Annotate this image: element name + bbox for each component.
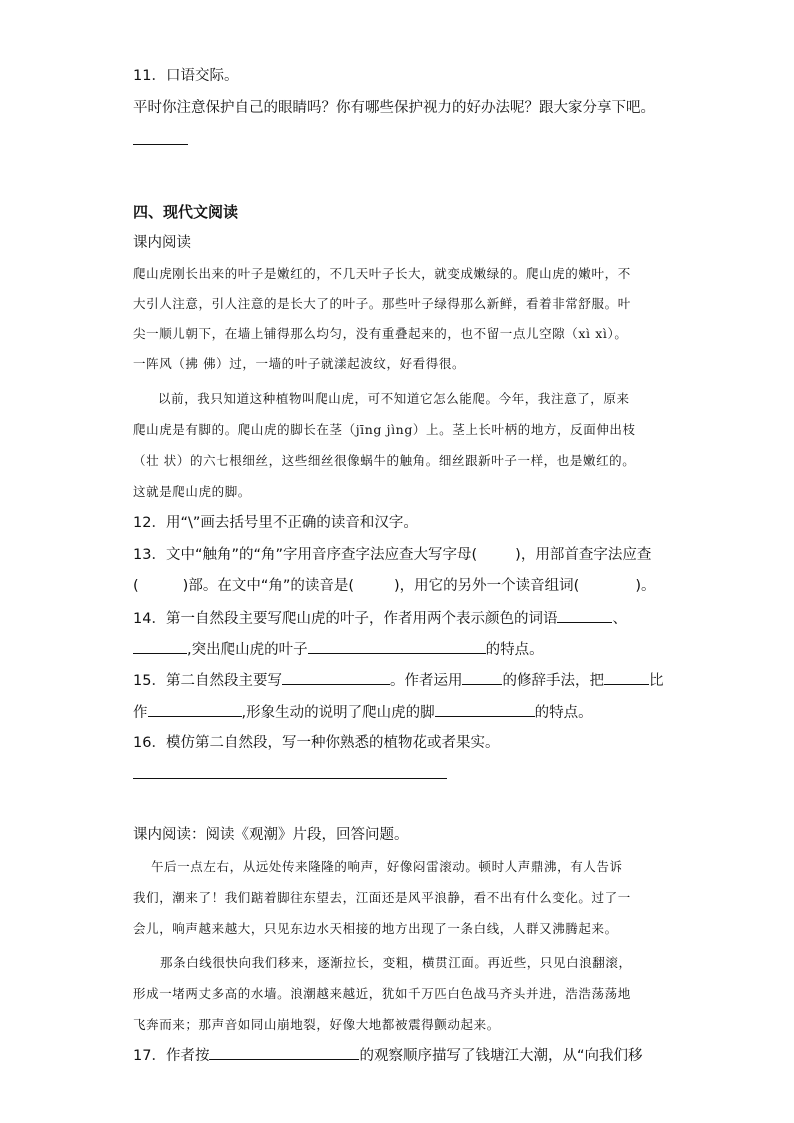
passage-line: 一阵风（拂 佛）过，一墙的叶子就漾起波纹，好看得很。 xyxy=(133,356,466,371)
passage-line: 爬山虎是有脚的。爬山虎的脚长在茎（jīng jìng）上。茎上长叶柄的地方，反面伸出枝 xyxy=(133,422,636,437)
section-heading: 四、现代文阅读 xyxy=(133,203,239,221)
q15-text: 比 xyxy=(648,673,664,689)
q17-blank-order[interactable] xyxy=(209,1045,359,1060)
passage-line: 形成一堵两丈多高的水墙。浪潮越来越近，犹如千万匹白色战马齐头并进，浩浩荡荡地 xyxy=(133,986,631,1001)
q14-line-1 xyxy=(133,608,627,629)
passage-line: 这就是爬山虎的脚。 xyxy=(133,484,251,499)
passage-line: 我们，潮来了！我们踮着脚往东望去，江面还是风平浪静，看不出有什么变化。过了一 xyxy=(133,890,631,905)
q13-text: ( xyxy=(133,578,139,594)
section-subheading: 课内阅读 xyxy=(133,235,191,251)
q11-title: 11．口语交际。 xyxy=(133,68,239,84)
q15-blank-object[interactable] xyxy=(604,670,649,685)
q13-text: )。 xyxy=(635,578,656,594)
q14-text: ,突出爬山虎的叶子 xyxy=(187,642,308,658)
q13-line-2 xyxy=(133,576,656,596)
q15-line-1 xyxy=(133,670,663,691)
reading2-intro: 课内阅读：阅读《观潮》片段，回答问题。 xyxy=(133,827,409,843)
passage-line: 尖一顺儿朝下，在墙上铺得那么均匀，没有重叠起来的，也不留一点儿空隙（xì xì）。 xyxy=(133,326,628,341)
q15-text: 15．第二自然段主要写 xyxy=(133,673,282,689)
q14-text: 14．第一自然段主要写爬山虎的叶子，作者用两个表示颜色的词语 xyxy=(133,611,558,627)
q15-blank-content[interactable] xyxy=(282,670,390,685)
q14-blank-feature[interactable] xyxy=(308,639,486,654)
q13-text: )，用部首查字法应查 xyxy=(515,547,652,563)
q15-blank-feature[interactable] xyxy=(435,702,535,717)
passage-line: 那条白线很快向我们移来，逐渐拉长，变粗，横贯江面。再近些，只见白浪翻滚， xyxy=(160,955,632,970)
q13-line-1 xyxy=(133,545,651,565)
q15-line-2 xyxy=(133,702,593,723)
passage-line: 以前，我只知道这种植物叫爬山虎，可不知道它怎么能爬。今年，我注意了，原来 xyxy=(158,391,630,406)
q15-text: 。作者运用 xyxy=(389,673,463,689)
q15-blank-compare[interactable] xyxy=(148,702,242,717)
q11-prompt: 平时你注意保护自己的眼睛吗？你有哪些保护视力的好办法呢？跟大家分享下吧。 xyxy=(133,100,655,116)
q15-text: 的修辞手法，把 xyxy=(502,673,604,689)
q17-text: 的观察顺序描写了钱塘江大潮，从“向我们移 xyxy=(359,1048,643,1064)
q14-line-2 xyxy=(133,639,544,660)
q11-answer-line[interactable] xyxy=(133,144,188,145)
q14-text: 、 xyxy=(612,611,627,627)
q13-text: )，用它的另外一个读音组词( xyxy=(394,578,580,594)
passage-line: 午后一点左右，从远处传来隆隆的响声，好像闷雷滚动。顿时人声鼎沸，有人告诉 xyxy=(151,859,623,874)
q14-blank-color-1[interactable] xyxy=(557,608,612,623)
q15-text: 作 xyxy=(133,705,148,721)
passage-line: （壮 状）的六七根细丝，这些细丝很像蜗牛的触角。细丝跟新叶子一样，也是嫩红的。 xyxy=(133,453,636,468)
q16-answer-line[interactable] xyxy=(133,778,447,779)
passage-line: 爬山虎刚长出来的叶子是嫩红的，不几天叶子长大，就变成嫩绿的。爬山虎的嫩叶，不 xyxy=(133,266,631,281)
passage-line: 飞奔而来；那声音如同山崩地裂，好像大地都被震得颤动起来。 xyxy=(133,1017,500,1032)
q15-text: 的特点。 xyxy=(534,705,593,721)
q17-text: 17．作者按 xyxy=(133,1048,210,1064)
q13-text: 13．文中“触角”的“角”字用音序查字法应查大写字母( xyxy=(133,547,478,563)
q13-text: )部。在文中“角”的读音是( xyxy=(182,578,355,594)
q14-blank-color-2[interactable] xyxy=(133,639,187,654)
q14-text: 的特点。 xyxy=(485,642,544,658)
passage-line: 大引人注意，引人注意的是长大了的叶子。那些叶子绿得那么新鲜，看着非常舒服。叶 xyxy=(133,296,631,311)
q17 xyxy=(133,1045,642,1066)
q15-text: ,形象生动的说明了爬山虎的脚 xyxy=(241,705,435,721)
q15-blank-rhetoric[interactable] xyxy=(462,670,502,685)
q12: 12．用“\”画去括号里不正确的读音和汉字。 xyxy=(133,515,418,531)
q16: 16．模仿第二自然段，写一种你熟悉的植物花或者果实。 xyxy=(133,735,500,751)
passage-line: 会儿，响声越来越大，只见东边水天相接的地方出现了一条白线，人群又沸腾起来。 xyxy=(133,921,618,936)
